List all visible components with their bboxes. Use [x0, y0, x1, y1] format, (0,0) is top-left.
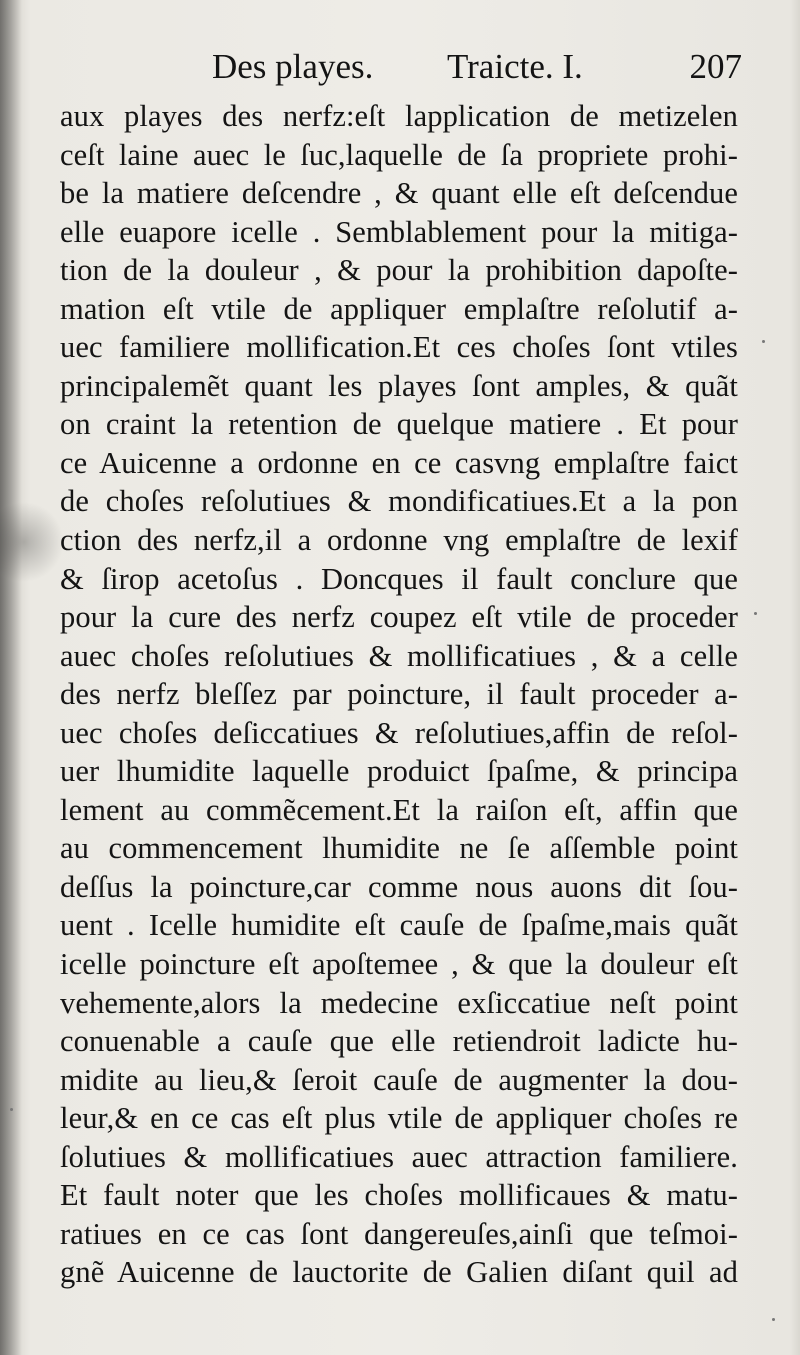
- text-line: Et fault noter que les choſes mollificaues & matu-: [60, 1178, 738, 1213]
- text-line: uer lhumidite laquelle produict ſpaſme, & principa: [60, 754, 738, 789]
- running-head: [62, 42, 742, 92]
- paper-speck: [762, 340, 765, 343]
- text-line: & ſirop acetoſus . Doncques il fault conclure que: [60, 561, 738, 596]
- paper-speck: [754, 612, 757, 615]
- text-line: be la matiere deſcendre , & quant elle eſt deſcendue: [60, 176, 738, 211]
- folio-number: 207: [689, 47, 742, 86]
- gutter-shadow: [0, 0, 22, 1355]
- text-line: ce Auicenne a ordonne en ce casvng emplaſtre faict: [60, 445, 738, 480]
- text-line: on craint la retention de quelque matiere . Et pour: [60, 407, 738, 442]
- text-line: principalemẽt quant les playes ſont amples, & quãt: [60, 368, 738, 403]
- text-line: leur,& en ce cas eſt plus vtile de appliquer choſes re: [60, 1101, 738, 1136]
- text-line: au commencement lhumidite ne ſe aſſemble point: [60, 831, 738, 866]
- text-line: elle euapore icelle . Semblablement pour la mitiga-: [60, 214, 738, 249]
- text-line: ſolutiues & mollificatiues auec attraction familiere.: [60, 1139, 738, 1174]
- text-line: vehemente,alors la medecine exſiccatiue neſt point: [60, 985, 738, 1020]
- text-line: midite au lieu,& ſeroit cauſe de augmenter la dou-: [60, 1062, 738, 1097]
- text-line: lement au commẽcement.Et la raiſon eſt, affin que: [60, 792, 738, 827]
- text-line: uec familiere mollification.Et ces choſes ſont vtiles: [60, 330, 738, 365]
- text-line: gnẽ Auicenne de lauctorite de Galien diſant quil ad: [60, 1255, 738, 1290]
- text-line: deſſus la poincture,car comme nous auons dit ſou-: [60, 869, 738, 904]
- text-line: tion de la douleur , & pour la prohibition dapoſte-: [60, 253, 738, 288]
- text-line: aux playes des nerfz:eſt lapplication de metizelen: [60, 99, 738, 133]
- text-line: ceſt laine auec le ſuc,laquelle de ſa propriete prohi-: [60, 137, 738, 172]
- text-line: auec choſes reſolutiues & mollificatiues , & a celle: [60, 638, 738, 673]
- text-line: de choſes reſolutiues & mondificatiues.Et a la pon: [60, 484, 738, 519]
- body-text: [60, 97, 738, 1292]
- text-line: ction des nerfz,il a ordonne vng emplaſtre de lexif: [60, 523, 738, 558]
- text-line: icelle poincture eſt apoſtemee , & que la douleur eſt: [60, 947, 738, 982]
- text-line: uent . Icelle humidite eſt cauſe de ſpaſme,mais quãt: [60, 908, 738, 943]
- running-head-title: Des playes.: [212, 47, 374, 86]
- running-head-treatise: Traicte. I.: [447, 47, 583, 86]
- text-line: pour la cure des nerfz coupez eſt vtile de proceder: [60, 600, 738, 635]
- text-line: des nerfz bleſſez par poincture, il fault proceder a-: [60, 677, 738, 712]
- text-line: mation eſt vtile de appliquer emplaſtre reſolutif a-: [60, 291, 738, 326]
- text-line: ratiues en ce cas ſont dangereuſes,ainſi que teſmoi-: [60, 1216, 738, 1251]
- paper-speck: [772, 1318, 775, 1321]
- text-line: conuenable a cauſe que elle retiendroit ladicte hu-: [60, 1024, 738, 1059]
- text-line: uec choſes deſiccatiues & reſolutiues,affin de reſol-: [60, 715, 738, 750]
- paper-speck: [10, 1108, 13, 1111]
